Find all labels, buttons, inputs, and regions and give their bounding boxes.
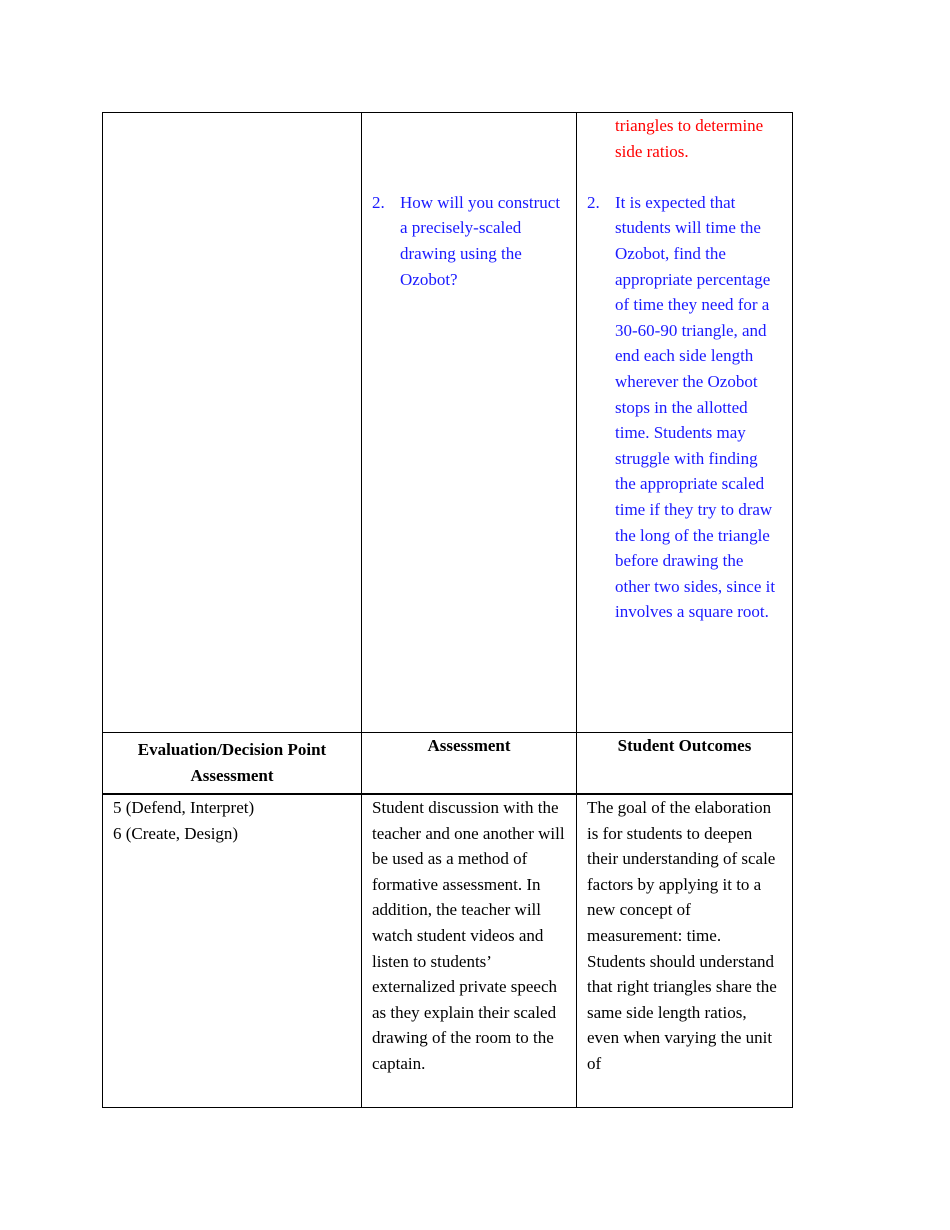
question-cell: [362, 113, 577, 733]
decision-point-line: 6 (Create, Design): [113, 823, 239, 843]
expected-response-item-2: [587, 190, 782, 625]
previous-response-continuation: [587, 113, 782, 164]
assessment-cell: Student discussion with the teacher and one another will be used as a method of formative assessment. In addition, the teacher will watch student videos and listen to students’ externalized private speech as they explain their scaled drawing of the room to the captain.: [362, 794, 577, 1108]
decision-point-cell: [103, 794, 362, 1108]
table-row-elaboration: [103, 794, 793, 1108]
response-text: It is expected that students will time the Ozobot, find the appropriate percentage of time they need for a 30-60-90 triangle, and end each side length wherever the Ozobot stops in the allotted time. Students may struggle with finding the appropriate scaled time if they try to draw the long of the triangle before drawing the other two sides, since it involves a square root.: [615, 192, 776, 622]
header-evaluation-decision-point: Evaluation/Decision Point Assessment: [103, 733, 362, 795]
decision-point-line: 5 (Defend, Interpret): [113, 798, 255, 817]
response-number: 2.: [587, 192, 600, 212]
table-header-row: [103, 733, 793, 795]
student-outcomes-cell: The goal of the elaboration is for students to deepen their understanding of scale factors by applying it to a new concept of measurement: time. Students should understand that right triangles share the same side length ratios, even when varying the unit of: [577, 794, 793, 1108]
header-assessment: Assessment: [362, 733, 577, 795]
question-item-2: [372, 190, 566, 292]
lesson-plan-table: [102, 112, 793, 1108]
expected-response-cell: [577, 113, 793, 733]
continuation-text: triangles to determine side ratios.: [615, 116, 764, 161]
empty-cell: [103, 113, 362, 733]
question-text: How will you construct a precisely-scaled drawing using the Ozobot?: [400, 192, 561, 289]
question-number: 2.: [372, 192, 385, 212]
header-student-outcomes: Student Outcomes: [577, 733, 793, 795]
table-row-questions: [103, 113, 793, 733]
